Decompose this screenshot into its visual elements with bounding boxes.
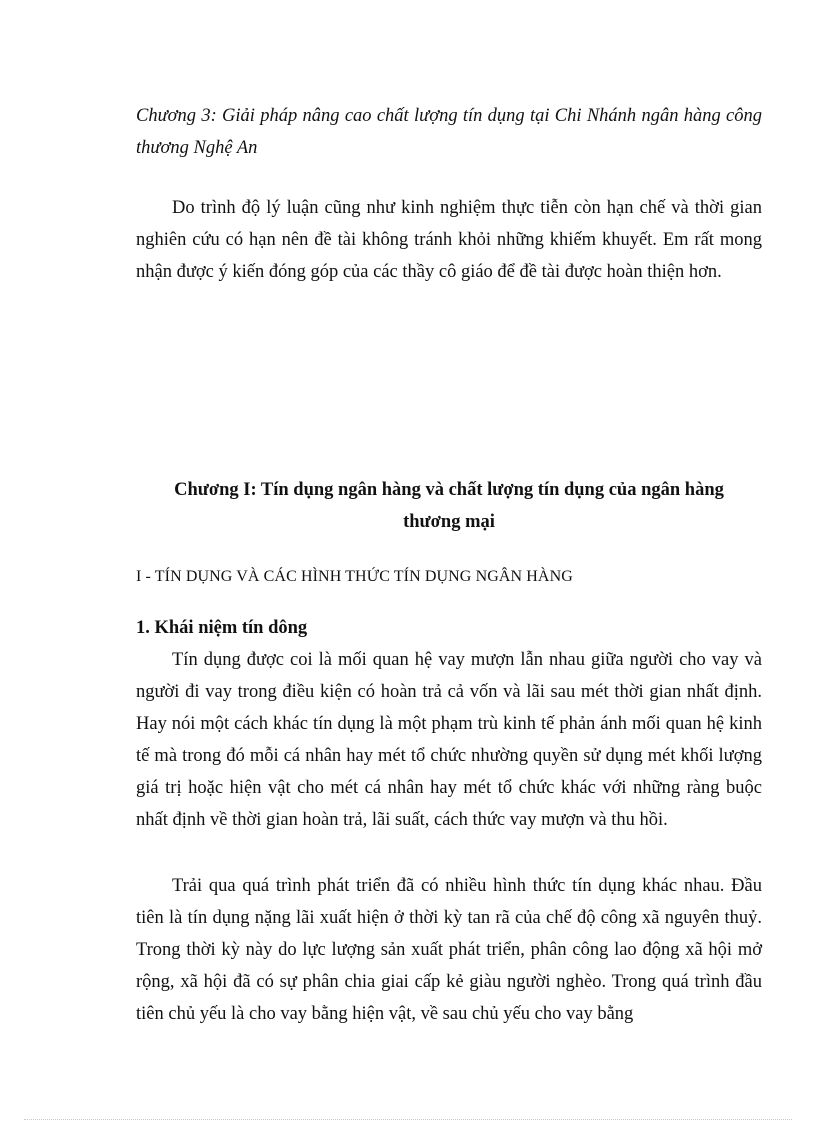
intro-paragraph: Do trình độ lý luận cũng như kinh nghiệm thực tiễn còn hạn chế và thời gian nghiên cứu có hạn nên đề tài không tránh khỏi những khiếm khuyết. Em rất mong nhận được ý kiến đóng góp của các thầy cô giáo để đề tài được hoàn thiện hơn.: [136, 198, 762, 282]
body-paragraph-1: Tín dụng được coi là mối quan hệ vay mượn lẫn nhau giữa người cho vay và người đi vay trong điều kiện có hoàn trả cả vốn và lãi sau mét thời gian nhất định. Hay nói một cách khác tín dụng là một phạm trù kinh tế phản ánh mối quan hệ kinh tế mà trong đó mỗi cá nhân hay mét tổ chức nhường quyền sử dụng mét khối lượng giá trị hoặc hiện vật cho mét cá nhân hay mét tổ chức khác với những ràng buộc nhất định về thời gian hoàn trả, lãi suất, cách thức vay mượn và thu hồi.: [136, 650, 762, 830]
body-paragraph-2: Trải qua quá trình phát triển đã có nhiều hình thức tín dụng khác nhau. Đầu tiên là tín dụng nặng lãi xuất hiện ở thời kỳ tan rã của chế độ công xã nguyên thuỷ. Trong thời kỳ này do lực lượng sản xuất phát triển, phân công lao động xã hội mở rộng, xã hội đã có sự phân chia giai cấp kẻ giàu người nghèo. Trong quá trình đầu tiên chủ yếu là cho vay bằng hiện vật, về sau chủ yếu cho vay bằng: [136, 876, 762, 1024]
page-bottom-divider: [24, 1119, 792, 1120]
chapter-heading-line-2: thương mại: [403, 512, 495, 532]
sub-heading: 1. Khái niệm tín dông: [136, 618, 308, 638]
chapter-heading: [136, 474, 762, 538]
chapter-heading-line-1: Chương I: Tín dụng ngân hàng và chất lượng tín dụng của ngân hàng: [174, 480, 724, 500]
section-heading: I - TÍN DỤNG VÀ CÁC HÌNH THỨC TÍN DỤNG NGÂN HÀNG: [136, 568, 573, 585]
italic-chapter-line: Chương 3: Giải pháp nâng cao chất lượng tín dụng tại Chi Nhánh ngân hàng công thương Nghệ An: [136, 106, 762, 158]
